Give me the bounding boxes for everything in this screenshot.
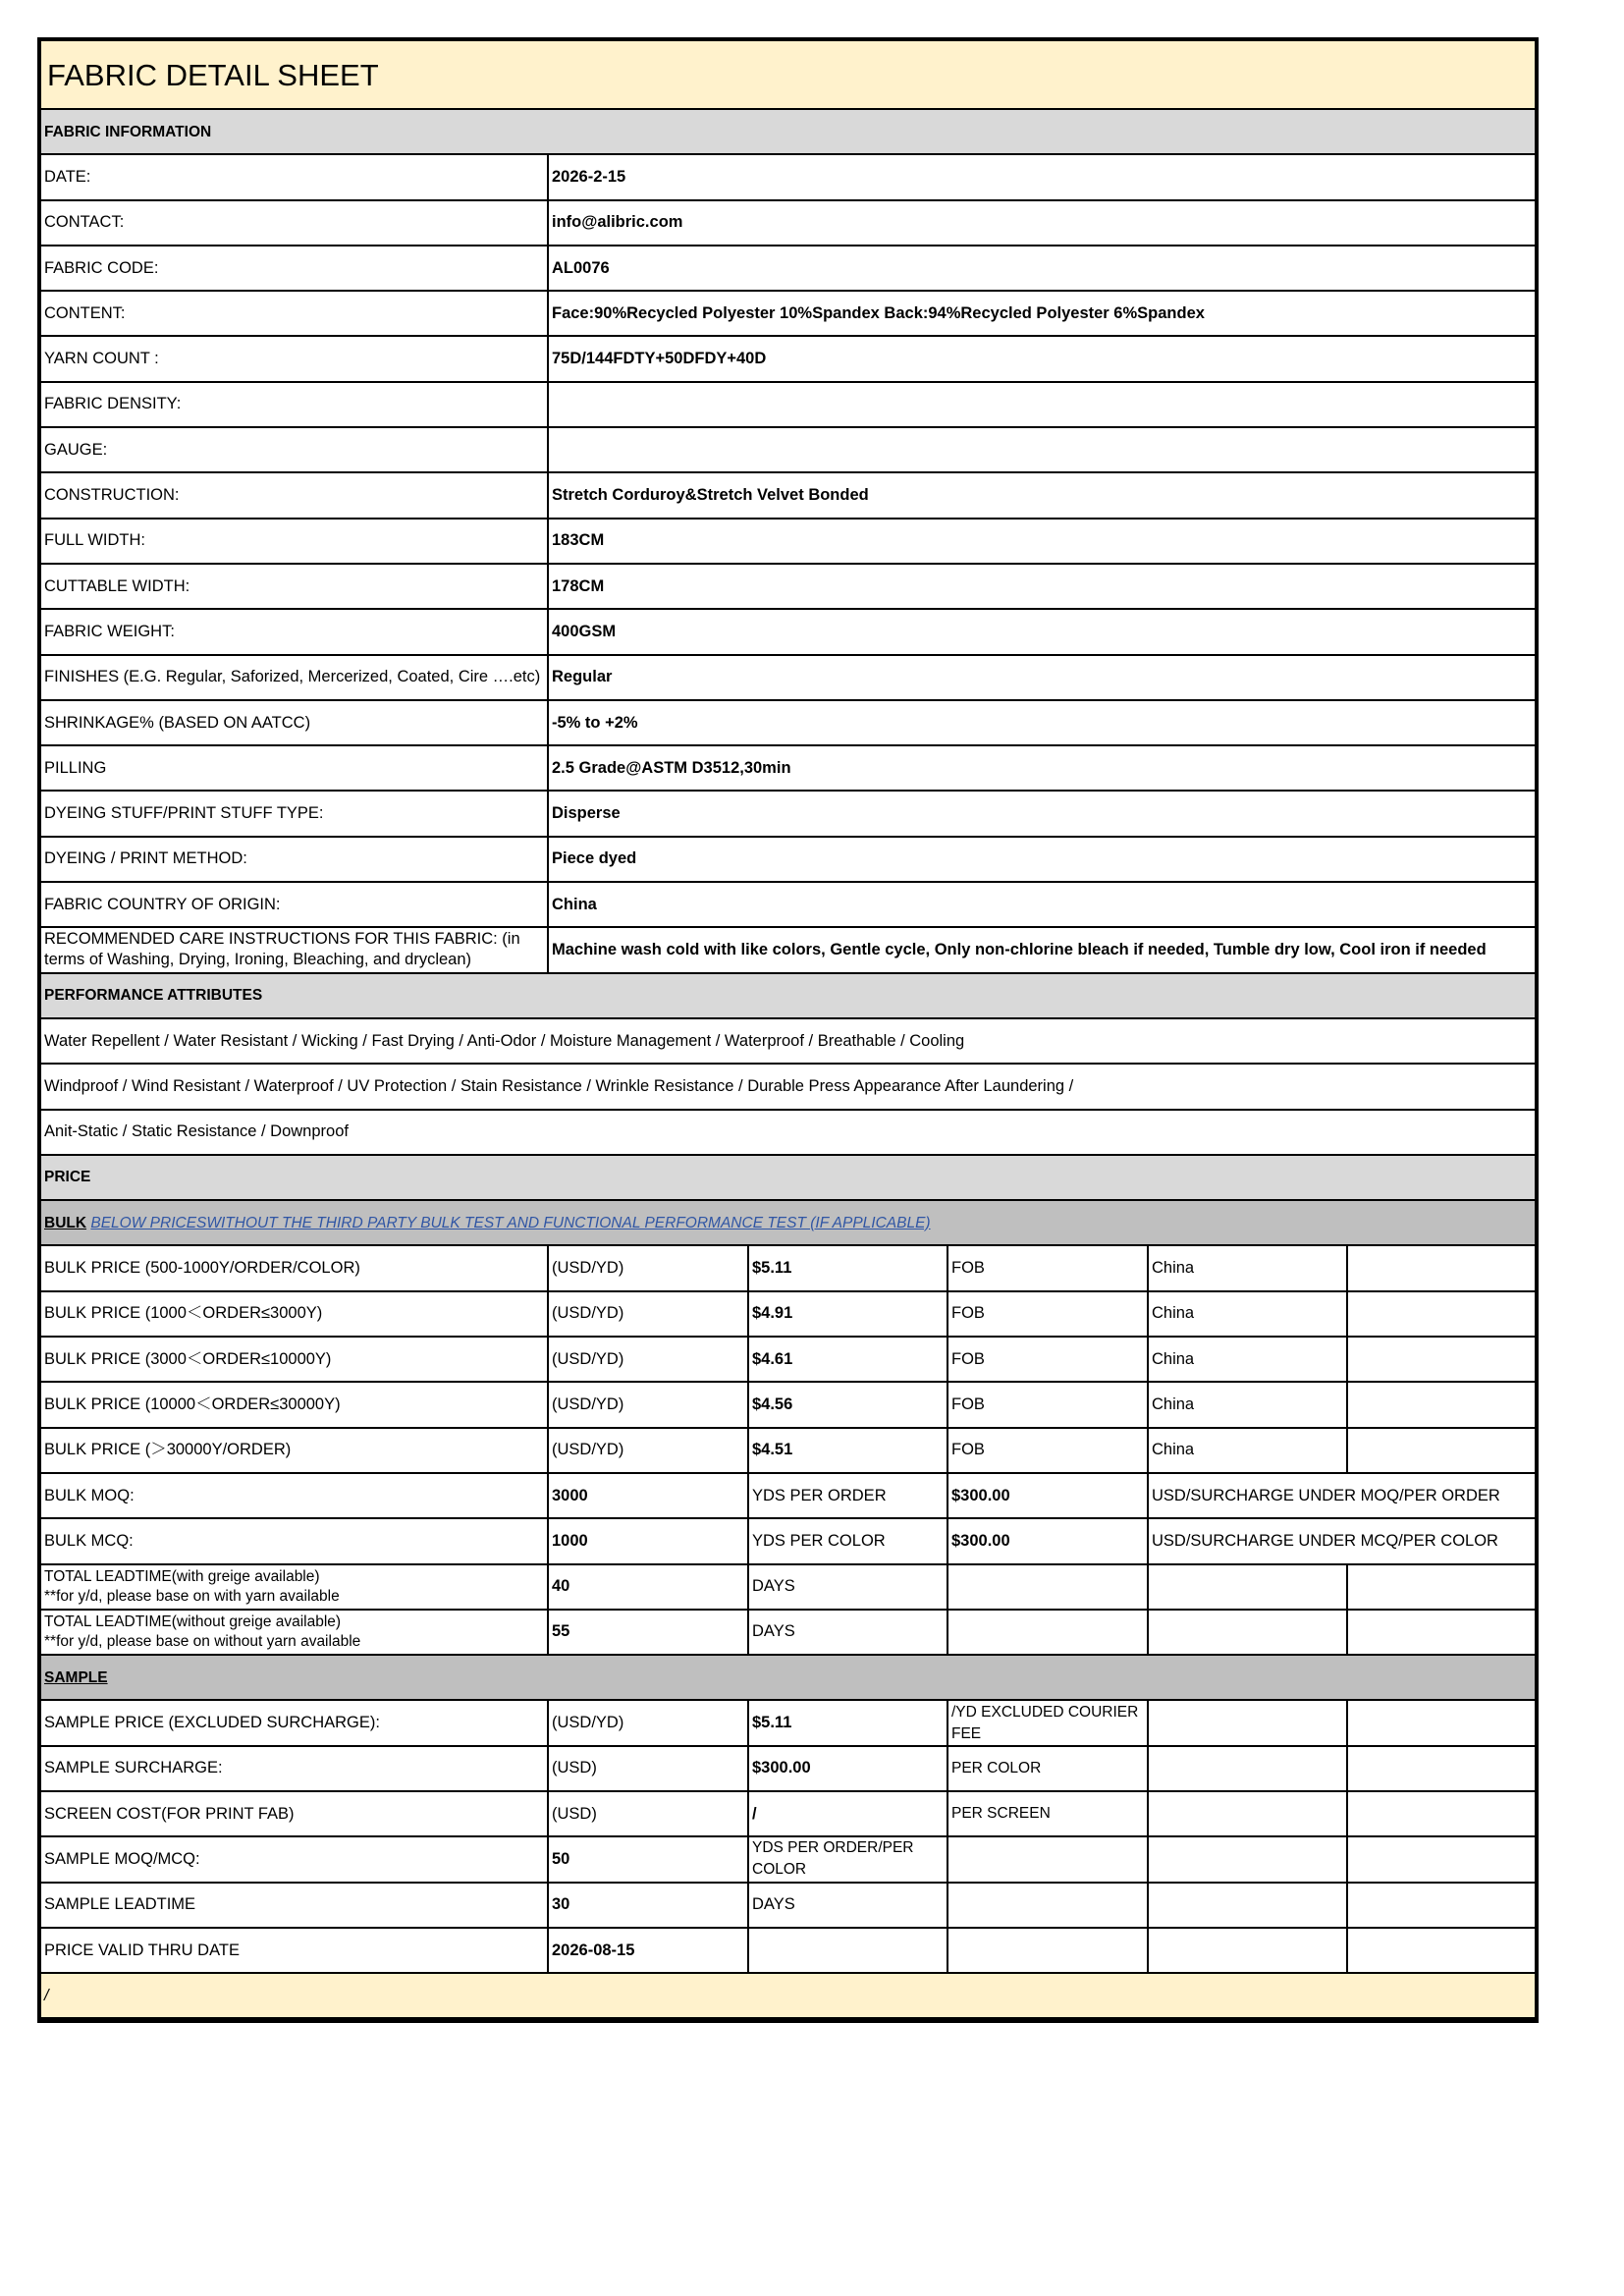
- info-label: FABRIC DENSITY:: [41, 382, 548, 427]
- info-value: 2.5 Grade@ASTM D3512,30min: [548, 745, 1535, 791]
- info-row: [41, 609, 1535, 654]
- empty-cell: [947, 1610, 1148, 1655]
- sample-leadtime-label: SAMPLE LEADTIME: [41, 1883, 548, 1928]
- sample-row: [41, 1700, 1535, 1745]
- sample-row: [41, 1791, 1535, 1836]
- info-value: Machine wash cold with like colors, Gentle cycle, Only non-chlorine bleach if needed, Tumble dry low, Cool iron if needed: [548, 927, 1535, 972]
- sample-unit: (USD): [548, 1746, 748, 1791]
- price-valid-value: 2026-08-15: [548, 1928, 748, 1973]
- sample-leadtime-value: 30: [548, 1883, 748, 1928]
- info-row: [41, 791, 1535, 836]
- info-row: [41, 882, 1535, 927]
- info-label: FINISHES (E.G. Regular, Saforized, Mercerized, Coated, Cire ….etc): [41, 655, 548, 700]
- leadtime-label: [41, 1610, 548, 1655]
- empty-cell: [1347, 1610, 1535, 1655]
- bulk-price-label: BULK PRICE (1000＜ORDER≤3000Y): [41, 1291, 548, 1337]
- info-value: [548, 427, 1535, 472]
- info-label: FULL WIDTH:: [41, 519, 548, 564]
- fabric-table: [41, 41, 1535, 2019]
- bulk-moq-surcharge: $300.00: [947, 1473, 1148, 1518]
- leadtime-label: [41, 1564, 548, 1610]
- info-row: [41, 564, 1535, 609]
- sample-note: PER SCREEN: [947, 1791, 1148, 1836]
- section-header-price: PRICE: [41, 1155, 1535, 1200]
- empty-cell: [1148, 1564, 1347, 1610]
- bulk-price-unit: (USD/YD): [548, 1291, 748, 1337]
- info-row: [41, 745, 1535, 791]
- bulk-mcq-row: [41, 1518, 1535, 1563]
- empty-cell: [1347, 1700, 1535, 1745]
- bulk-mcq-value: 1000: [548, 1518, 748, 1563]
- empty-cell: [947, 1564, 1148, 1610]
- bulk-price-value: $4.51: [748, 1428, 947, 1473]
- performance-line: Windproof / Wind Resistant / Waterproof / UV Protection / Stain Resistance / Wrinkle Resistance / Durable Press Appearance After Laundering /: [41, 1064, 1535, 1109]
- info-label: YARN COUNT :: [41, 336, 548, 381]
- sample-rows: [41, 1700, 1535, 1836]
- bulk-price-row: [41, 1245, 1535, 1290]
- leadtime-title: TOTAL LEADTIME(without greige available): [44, 1613, 342, 1630]
- info-row: [41, 382, 1535, 427]
- info-value: 183CM: [548, 519, 1535, 564]
- bulk-label: BULK: [44, 1214, 87, 1231]
- info-value: [548, 382, 1535, 427]
- info-label: FABRIC COUNTRY OF ORIGIN:: [41, 882, 548, 927]
- leadtime-value: 40: [548, 1564, 748, 1610]
- bulk-moq-value: 3000: [548, 1473, 748, 1518]
- empty-cell: [1347, 1791, 1535, 1836]
- info-label: FABRIC WEIGHT:: [41, 609, 548, 654]
- info-row: [41, 472, 1535, 518]
- section-header-performance: PERFORMANCE ATTRIBUTES: [41, 973, 1535, 1018]
- sample-unit: (USD): [548, 1791, 748, 1836]
- bulk-price-port: China: [1148, 1245, 1347, 1290]
- info-label: RECOMMENDED CARE INSTRUCTIONS FOR THIS FABRIC: (in terms of Washing, Drying, Ironing, Bleaching, and dryclean): [41, 927, 548, 972]
- info-row: [41, 246, 1535, 291]
- bulk-price-row: [41, 1382, 1535, 1427]
- price-valid-row: [41, 1928, 1535, 1973]
- bulk-mcq-note: USD/SURCHARGE UNDER MCQ/PER COLOR: [1148, 1518, 1535, 1563]
- info-row: [41, 655, 1535, 700]
- bulk-price-port: China: [1148, 1291, 1347, 1337]
- bulk-price-term: FOB: [947, 1245, 1148, 1290]
- leadtime-row: [41, 1610, 1535, 1655]
- empty-cell: [1347, 1564, 1535, 1610]
- sample-moq-unit: YDS PER ORDER/PER COLOR: [748, 1836, 947, 1882]
- bulk-price-rows: [41, 1245, 1535, 1472]
- price-valid-label: PRICE VALID THRU DATE: [41, 1928, 548, 1973]
- info-label: DYEING / PRINT METHOD:: [41, 837, 548, 882]
- page-title: FABRIC DETAIL SHEET: [41, 41, 1535, 109]
- bulk-price-unit: (USD/YD): [548, 1337, 748, 1382]
- performance-line: Anit-Static / Static Resistance / Downproof: [41, 1110, 1535, 1155]
- empty-cell: [1148, 1791, 1347, 1836]
- info-label: FABRIC CODE:: [41, 246, 548, 291]
- bulk-price-unit: (USD/YD): [548, 1245, 748, 1290]
- bulk-price-label: BULK PRICE (＞30000Y/ORDER): [41, 1428, 548, 1473]
- sample-note: /YD EXCLUDED COURIER FEE: [947, 1700, 1148, 1745]
- info-label: DATE:: [41, 154, 548, 199]
- bulk-price-port: China: [1148, 1428, 1347, 1473]
- empty-cell: [1148, 1746, 1347, 1791]
- section-header-fabric-information: FABRIC INFORMATION: [41, 109, 1535, 154]
- info-value: -5% to +2%: [548, 700, 1535, 745]
- bulk-price-term: FOB: [947, 1382, 1148, 1427]
- info-value: Stretch Corduroy&Stretch Velvet Bonded: [548, 472, 1535, 518]
- empty-cell: [1347, 1245, 1535, 1290]
- empty-cell: [1347, 1337, 1535, 1382]
- bulk-price-label: BULK PRICE (500-1000Y/ORDER/COLOR): [41, 1245, 548, 1290]
- info-value: 400GSM: [548, 609, 1535, 654]
- performance-line: Water Repellent / Water Resistant / Wicking / Fast Drying / Anti-Odor / Moisture Management / Waterproof / Breathable / Cooling: [41, 1018, 1535, 1064]
- footer-note: /: [41, 1973, 1535, 2018]
- bulk-moq-label: BULK MOQ:: [41, 1473, 548, 1518]
- empty-cell: [1347, 1291, 1535, 1337]
- sample-leadtime-row: [41, 1883, 1535, 1928]
- leadtime-row: [41, 1564, 1535, 1610]
- bulk-note-link[interactable]: BELOW PRICESWITHOUT THE THIRD PARTY BULK TEST AND FUNCTIONAL PERFORMANCE TEST (IF APPLICABLE): [90, 1214, 931, 1231]
- info-label: GAUGE:: [41, 427, 548, 472]
- bulk-price-row: [41, 1337, 1535, 1382]
- leadtime-unit: DAYS: [748, 1610, 947, 1655]
- bulk-price-label: BULK PRICE (10000＜ORDER≤30000Y): [41, 1382, 548, 1427]
- sample-leadtime-unit: DAYS: [748, 1883, 947, 1928]
- info-value: 2026-2-15: [548, 154, 1535, 199]
- info-value: Face:90%Recycled Polyester 10%Spandex Back:94%Recycled Polyester 6%Spandex: [548, 291, 1535, 336]
- info-value: 75D/144FDTY+50DFDY+40D: [548, 336, 1535, 381]
- info-value: 178CM: [548, 564, 1535, 609]
- sample-row: [41, 1746, 1535, 1791]
- info-row: [41, 336, 1535, 381]
- bulk-price-port: China: [1148, 1382, 1347, 1427]
- leadtime-unit: DAYS: [748, 1564, 947, 1610]
- leadtime-subnote: **for y/d, please base on with yarn available: [44, 1587, 340, 1605]
- sample-value: $300.00: [748, 1746, 947, 1791]
- info-row: [41, 700, 1535, 745]
- info-value: info@alibric.com: [548, 200, 1535, 246]
- info-label: CUTTABLE WIDTH:: [41, 564, 548, 609]
- info-value: AL0076: [548, 246, 1535, 291]
- bulk-price-value: $5.11: [748, 1245, 947, 1290]
- bulk-price-term: FOB: [947, 1291, 1148, 1337]
- sample-label: SCREEN COST(FOR PRINT FAB): [41, 1791, 548, 1836]
- fabric-info-rows: [41, 154, 1535, 972]
- info-label: PILLING: [41, 745, 548, 791]
- sample-note: PER COLOR: [947, 1746, 1148, 1791]
- info-row: [41, 427, 1535, 472]
- sample-value: $5.11: [748, 1700, 947, 1745]
- sample-label: SAMPLE SURCHARGE:: [41, 1746, 548, 1791]
- empty-cell: [1148, 1610, 1347, 1655]
- bulk-price-row: [41, 1428, 1535, 1473]
- sample-label: SAMPLE PRICE (EXCLUDED SURCHARGE):: [41, 1700, 548, 1745]
- leadtime-title: TOTAL LEADTIME(with greige available): [44, 1567, 320, 1585]
- leadtime-rows: [41, 1564, 1535, 1656]
- bulk-price-unit: (USD/YD): [548, 1428, 748, 1473]
- info-label: SHRINKAGE% (BASED ON AATCC): [41, 700, 548, 745]
- bulk-price-label: BULK PRICE (3000＜ORDER≤10000Y): [41, 1337, 548, 1382]
- fabric-detail-sheet: [37, 37, 1539, 2023]
- bulk-mcq-surcharge: $300.00: [947, 1518, 1148, 1563]
- info-label: CONTENT:: [41, 291, 548, 336]
- bulk-price-value: $4.61: [748, 1337, 947, 1382]
- info-value: China: [548, 882, 1535, 927]
- bulk-price-port: China: [1148, 1337, 1347, 1382]
- sample-moq-value: 50: [548, 1836, 748, 1882]
- bulk-price-value: $4.91: [748, 1291, 947, 1337]
- empty-cell: [1347, 1428, 1535, 1473]
- sample-value: /: [748, 1791, 947, 1836]
- info-row: [41, 927, 1535, 972]
- empty-cell: [1347, 1746, 1535, 1791]
- leadtime-subnote: **for y/d, please base on without yarn available: [44, 1632, 361, 1650]
- bulk-price-term: FOB: [947, 1428, 1148, 1473]
- info-row: [41, 291, 1535, 336]
- bulk-header: [41, 1200, 1535, 1245]
- bulk-mcq-unit: YDS PER COLOR: [748, 1518, 947, 1563]
- empty-cell: [1347, 1382, 1535, 1427]
- info-row: [41, 200, 1535, 246]
- bulk-moq-unit: YDS PER ORDER: [748, 1473, 947, 1518]
- sample-unit: (USD/YD): [548, 1700, 748, 1745]
- info-row: [41, 154, 1535, 199]
- bulk-price-unit: (USD/YD): [548, 1382, 748, 1427]
- info-label: CONSTRUCTION:: [41, 472, 548, 518]
- info-row: [41, 519, 1535, 564]
- bulk-mcq-label: BULK MCQ:: [41, 1518, 548, 1563]
- info-value: Disperse: [548, 791, 1535, 836]
- sample-moq-label: SAMPLE MOQ/MCQ:: [41, 1836, 548, 1882]
- info-label: CONTACT:: [41, 200, 548, 246]
- info-value: Piece dyed: [548, 837, 1535, 882]
- bulk-moq-note: USD/SURCHARGE UNDER MOQ/PER ORDER: [1148, 1473, 1535, 1518]
- info-row: [41, 837, 1535, 882]
- empty-cell: [1148, 1700, 1347, 1745]
- leadtime-value: 55: [548, 1610, 748, 1655]
- bulk-moq-row: [41, 1473, 1535, 1518]
- bulk-price-value: $4.56: [748, 1382, 947, 1427]
- section-header-sample: SAMPLE: [41, 1655, 1535, 1700]
- info-value: Regular: [548, 655, 1535, 700]
- bulk-price-term: FOB: [947, 1337, 1148, 1382]
- info-label: DYEING STUFF/PRINT STUFF TYPE:: [41, 791, 548, 836]
- bulk-price-row: [41, 1291, 1535, 1337]
- sample-moq-row: [41, 1836, 1535, 1882]
